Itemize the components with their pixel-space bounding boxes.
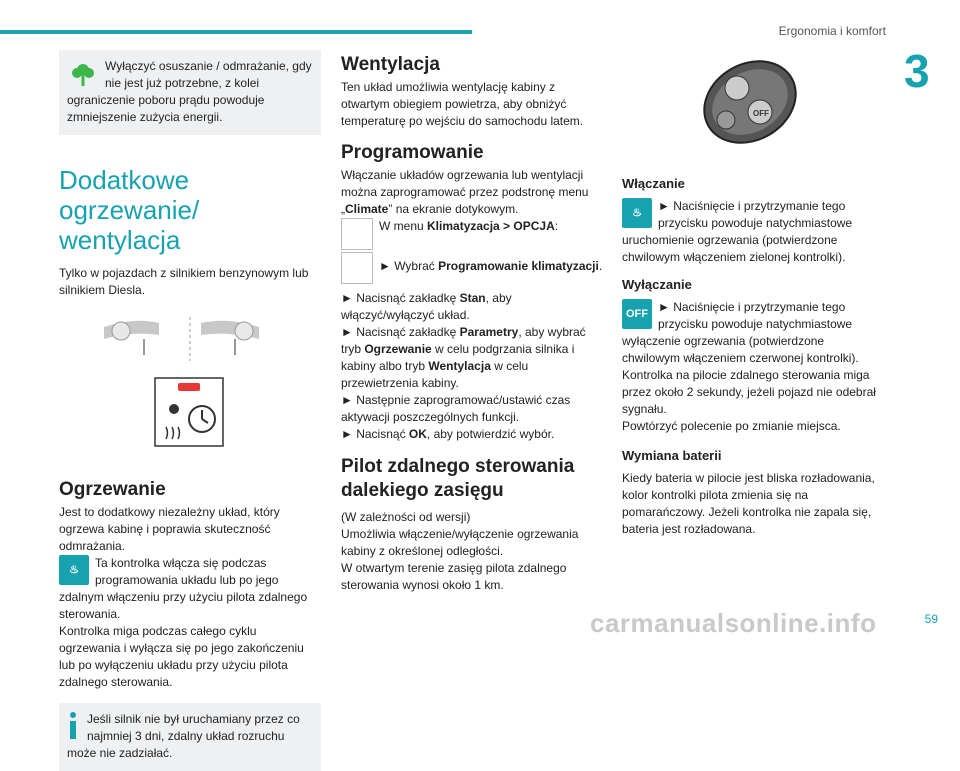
- text-battery: Kiedy bateria w pilocie jest bliska rozładowania, kolor kontrolki pilota zmienia się na pomarańczowy. Jeżeli kontrolka nie zapala się, bateria jest rozładowana.: [622, 471, 875, 536]
- step-parameters: ► Nacisnąć zakładkę Parametry, aby wybrać tryb Ogrzewanie w celu podgrzania silnika i kabiny albo tryb Wentylacja w celu przewietrzenia kabiny.: [341, 325, 586, 390]
- heating-program-icon: ♨: [59, 555, 89, 585]
- text-indicator-on: Ta kontrolka włącza się podczas programowania układu lub po jego zdalnym włączeniu przy użyciu pilota zdalnego sterowania.: [59, 556, 308, 621]
- heating-on-button-icon: ♨: [622, 198, 652, 228]
- eco-tip-box: [59, 50, 321, 135]
- info-icon: [67, 711, 79, 739]
- info-text: Jeśli silnik nie był uruchamiany przez co najmniej 3 dni, zdalny układ rozruchu może nie zadziałać.: [67, 712, 300, 760]
- heating-off-button-icon: OFF: [622, 299, 652, 329]
- heading-additional-heating: Dodatkowe ogrzewanie/ wentylacja: [59, 165, 200, 255]
- step-confirm: ► Nacisnąć OK, aby potwierdzić wybór.: [341, 427, 555, 441]
- step-activation-time: ► Następnie zaprogramować/ustawić czas aktywacji poszczególnych funkcji.: [341, 393, 571, 424]
- heading-on: Włączanie: [622, 176, 685, 191]
- text-programming: Włączanie układów ogrzewania lub wentylacji można zaprogramować przez podstronę menu „Climate” na ekranie dotykowym.: [341, 168, 589, 216]
- remote-control-illustration: [622, 50, 884, 160]
- watermark: carmanualsonline.info: [590, 608, 877, 638]
- climate-program-icon: [341, 252, 373, 284]
- column-left: [59, 50, 321, 771]
- text-remote-desc: Umożliwia włączenie/wyłączenie ogrzewania kabiny z określonej odległości.: [341, 527, 579, 558]
- section-title: Ergonomia i komfort: [778, 24, 886, 38]
- text-ventilation: Ten układ umożliwia wentylację kabiny z otwartym obiegiem powietrza, aby obniżyć temperaturę po wejściu do samochodu latem.: [341, 80, 584, 128]
- info-box: [59, 703, 321, 771]
- text-off-repeat: Powtórzyć polecenie po zmianie miejsca.: [622, 419, 841, 433]
- climate-menu-icon: [341, 218, 373, 250]
- heading-remote: Pilot zdalnego sterowania dalekiego zasięgu: [341, 456, 575, 501]
- eco-tree-icon: [67, 58, 99, 90]
- text-remote-range: W otwartym terenie zasięg pilota zdalnego sterowania wynosi około 1 km.: [341, 561, 567, 592]
- heating-indicator-icon: [154, 377, 224, 447]
- text-on: ► Naciśnięcie i przytrzymanie tego przycisku powoduje natychmiastowe uruchomienie ogrzewania (potwierdzone chwilowym włączeniem zielonej kontrolki).: [622, 199, 853, 264]
- column-right: [622, 50, 884, 538]
- heading-ventilation: Wentylacja: [341, 54, 440, 75]
- text-indicator-blink: Kontrolka miga podczas całego cyklu ogrzewania i wyłącza się po jego zakończeniu lub po wyłączeniu układu przy użyciu pilota zdalnego sterowania.: [59, 624, 304, 689]
- text-engine-types: Tylko w pojazdach z silnikiem benzynowym lub silnikiem Diesla.: [59, 266, 309, 297]
- text-heating-desc: Jest to dodatkowy niezależny układ, który ogrzewa kabinę i poprawia skuteczność odmrażania.: [59, 505, 280, 553]
- chapter-number: 3: [904, 45, 930, 97]
- heading-battery: Wymiana baterii: [622, 448, 722, 463]
- heating-diagram: [59, 299, 321, 419]
- text-off-blink: Kontrolka na pilocie zdalnego sterowania miga przez około 2 sekundy, jeżeli pojazd nie odebrał sygnału.: [622, 368, 876, 416]
- column-middle: [341, 50, 603, 594]
- heading-heating: Ogrzewanie: [59, 479, 166, 500]
- header-bar: [0, 30, 472, 34]
- text-menu-path: W menu Klimatyzacja > OPCJA:: [379, 219, 559, 233]
- eco-tip-text: Wyłączyć osuszanie / odmrażanie, gdy nie jest już potrzebne, z kolei ograniczenie poboru prądu powoduje zmniejszenie zużycia energii.: [67, 59, 312, 124]
- text-select-program: ► Wybrać Programowanie klimatyzacji.: [379, 259, 603, 273]
- heading-programming: Programowanie: [341, 142, 484, 163]
- text-off: ► Naciśnięcie i przytrzymanie tego przycisku powoduje natychmiastowe wyłączenie ogrzewania (potwierdzone chwilowym włączeniem czerwonej kontrolki).: [622, 300, 859, 365]
- text-remote-version: (W zależności od wersji): [341, 510, 471, 524]
- remote-off-label: OFF: [753, 109, 769, 118]
- page-number: 59: [924, 612, 938, 626]
- step-state: ► Nacisnąć zakładkę Stan, aby włączyć/wyłączyć układ.: [341, 291, 512, 322]
- heading-off: Wyłączanie: [622, 277, 692, 292]
